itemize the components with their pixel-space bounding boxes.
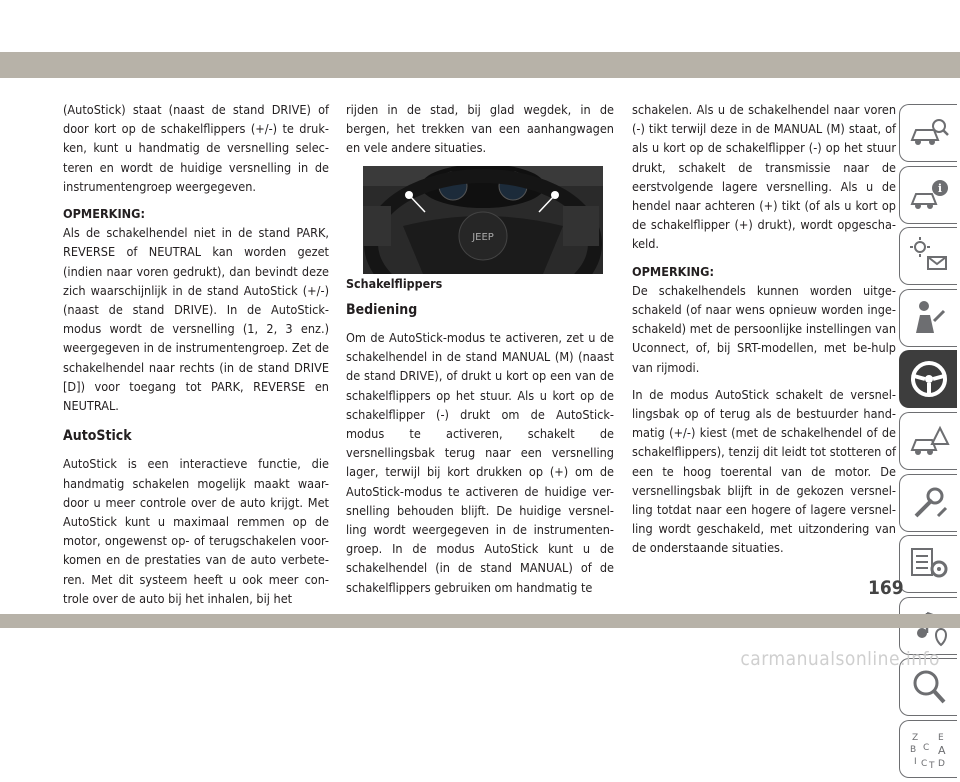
svg-text:JEEP: JEEP (472, 231, 494, 243)
svg-text:Z: Z (911, 732, 918, 743)
section-heading-autostick: AutoStick (63, 428, 132, 445)
steering-wheel-photo (363, 166, 603, 274)
paragraph: rijden in de stad, bij glad wegdek, in de bergen, het trekken van een aanhangwagen en vele andere situaties. (346, 102, 614, 156)
car-search-icon[interactable] (899, 104, 957, 162)
wrench-car-icon[interactable] (899, 474, 957, 532)
note-title: OPMERKING: (63, 206, 145, 222)
note-text: De schakelhendels kunnen worden uitge-schakeld (of naar wens opnieuw worden inge-schakeld) met de persoonlijke instellingen van Uconnect, of, bij SRT-modellen, met be-hulp van rijmodi. (632, 282, 896, 375)
chapter-tabs (899, 104, 959, 782)
note-text: Als de schakelhendel niet in de stand PARK, REVERSE of NEUTRAL kan worden gezet (indien naar voren gedrukt), dan bevindt deze zich waarschijnlijk in de stand AutoStick (+/-) (naast de stand DRIVE). In de AutoStick-modus wordt de versnelling (1, 2, 3 enz.) weergegeven in de instrumentengroep. Zet de schakelhendel naar rechts (in de stand DRIVE [D]) voor toegang tot PARK, REVERSE en NEUTRAL. (63, 225, 329, 414)
paragraph: (AutoStick) staat (naast de stand DRIVE) of door kort op de schakelflippers (+/-) te druk-ken, kunt u handmatig de versnelling selec-teren en wordt de huidige versnelling in de instrumentengroep weergegeven. (63, 102, 329, 194)
header-bar (0, 52, 960, 78)
paragraph: schakelen. Als u de schakelhendel naar voren (-) tikt terwijl deze in de MANUAL (M) staat, of als u kort op de schakelflipper (-) op het stuur drukt, schakelt de transmissie naar de eerstvolgende lagere versnelling. Als u de hendel naar achteren (+) tikt (of als u kort op de schakelflipper (+) drukt), wordt opgescha-keld. (632, 102, 896, 252)
svg-text:C: C (920, 758, 927, 769)
car-hazard-icon[interactable] (899, 412, 957, 470)
svg-text:D: D (937, 758, 945, 769)
column-1 (63, 100, 329, 616)
note-title: OPMERKING: (632, 263, 714, 279)
page-number: 169 (868, 577, 904, 599)
paragraph: In de modus AutoStick schakelt de versnel-lingsbak op of terug als de bestuurder hand-matig (+/-) kiest (met de schakelhendel of de schakelflippers), tenzij dit leidt tot stotteren of een te hoog toerental van de motor. De versnellingsbak blijft in de gekozen versnel-ling totdat naar een hogere of lagere versnel-ling wordt geschakeld, met uitzondering van de onderstaande situaties. (632, 386, 896, 556)
svg-text:I: I (913, 756, 917, 767)
footer-bar (0, 614, 960, 628)
svg-text:B: B (909, 744, 916, 755)
steering-wheel-icon[interactable] (899, 350, 957, 408)
svg-text:E: E (937, 732, 944, 743)
column-3 (632, 100, 896, 566)
figure-caption: Schakelflippers (346, 275, 443, 291)
paragraph: Om de AutoStick-modus te activeren, zet u de schakelhendel in de stand MANUAL (M) (naast de stand DRIVE), of drukt u kort op een van de schakelflippers op het stuur. Als u kort op de schakelflipper (-) drukt om de AutoStick-modus te activeren, schakelt de versnellingsbak terug naar een versnelling lager, terwijl bij kort drukken op (+) om de AutoStick-modus te activeren de huidige ver-snelling behouden blijft. De huidige versnel-ling wordt weergegeven in de instrumenten-groep. In de modus AutoStick kunt u de schakelhendel (in de stand MANUAL) of de schakelflippers gebruiken om handmatig te (346, 330, 614, 595)
column-2 (346, 100, 614, 605)
svg-text:T: T (928, 760, 934, 770)
specs-gear-icon[interactable] (899, 535, 957, 593)
paragraph: AutoStick is een interactieve functie, die handmatig schakelen mogelijk maakt waar-door u meer controle over de auto krijgt. Met AutoStick kunt u maximaal remmen op de motor, ongewenst op- of terugschakelen voor-komen en de prestaties van de auto verbete-ren. Met dit systeem heeft u ook meer con-trole over de auto bij het inhalen, bij het (63, 456, 329, 606)
warning-lights-icon[interactable] (899, 227, 957, 285)
svg-text:C: C (922, 742, 929, 753)
car-service-icon[interactable] (899, 289, 957, 347)
section-heading-bediening: Bediening (346, 301, 418, 318)
car-info-icon[interactable] (899, 166, 957, 224)
watermark: carmanualsonline.info (740, 648, 940, 670)
index-letters-icon[interactable] (899, 720, 957, 778)
svg-text:A: A (937, 743, 946, 757)
svg-text:i: i (937, 181, 942, 195)
